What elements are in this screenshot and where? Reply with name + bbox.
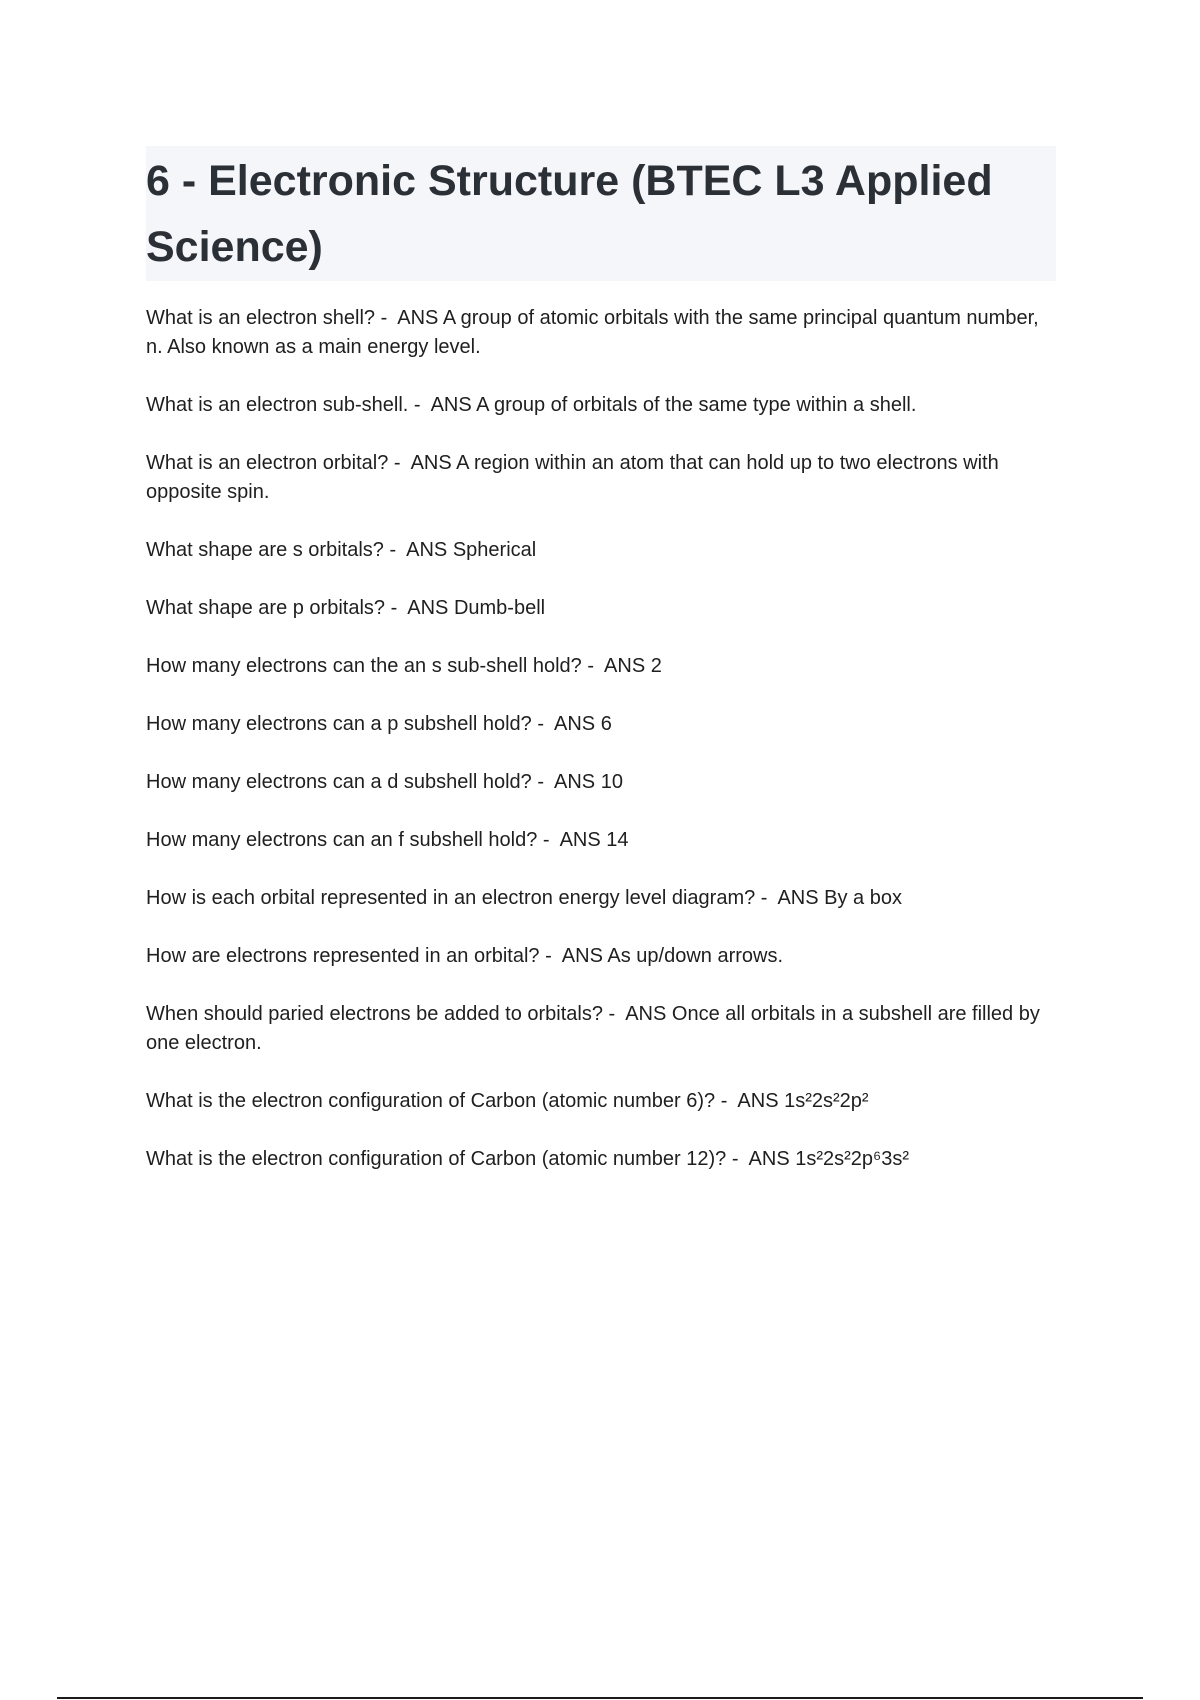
question: What shape are p orbitals? [146,597,386,619]
question: What shape are s orbitals? [146,539,384,561]
separator: - [602,1003,626,1025]
question: What is an electron shell? [146,307,376,329]
page-title: 6 - Electronic Structure (BTEC L3 Applied Science) [146,157,993,271]
qa-item [146,710,1056,739]
question: What is an electron orbital? [146,452,389,474]
separator: - [537,829,560,851]
answer: ANS A region within an atom that can hold up to two electrons with opposite spin. [146,452,999,503]
qa-item [146,1145,1056,1174]
qa-item [146,304,1056,362]
footer-divider [57,1697,1143,1699]
answer: ANS 1s²2s²2p² [737,1090,869,1112]
answer: ANS 10 [554,771,623,793]
qa-item [146,652,1056,681]
question: What is the electron configuration of Carbon (atomic number 6)? [146,1090,716,1112]
separator: - [388,452,411,474]
qa-item [146,1087,1056,1116]
answer: ANS A group of orbitals of the same type within a shell. [430,394,917,416]
question: How many electrons can a p subshell hold? [146,713,532,735]
separator: - [581,655,605,677]
answer: ANS Spherical [406,539,537,561]
qa-item [146,536,1056,565]
answer: ANS Dumb-bell [407,597,546,619]
question: What is an electron sub-shell. [146,394,409,416]
answer: ANS Once all orbitals in a subshell are filled by one electron. [146,1003,1040,1054]
separator: - [531,771,555,793]
separator: - [383,539,407,561]
separator: - [531,713,555,735]
title-block [146,146,1056,281]
separator: - [539,945,562,967]
qa-item [146,594,1056,623]
separator: - [726,1148,749,1170]
answer: ANS As up/down arrows. [561,945,784,967]
separator: - [408,394,431,416]
question: How is each orbital represented in an electron energy level diagram? [146,887,756,909]
answer: ANS 2 [604,655,662,677]
answer: ANS 6 [554,713,612,735]
question: How many electrons can a d subshell hold? [146,771,532,793]
answer: ANS A group of atomic orbitals with the same principal quantum number, n. Also known as a main energy level. [146,307,1039,358]
question: How many electrons can an f subshell hold? [146,829,538,851]
answer: ANS 14 [559,829,629,851]
qa-item [146,942,1056,971]
separator: - [715,1090,738,1112]
separator: - [375,307,398,329]
question: How are electrons represented in an orbital? [146,945,540,967]
question: What is the electron configuration of Carbon (atomic number 12)? [146,1148,727,1170]
answer: ANS By a box [777,887,902,909]
qa-item [146,884,1056,913]
question: How many electrons can the an s sub-shell hold? [146,655,582,677]
qa-item [146,826,1056,855]
qa-item [146,1000,1056,1058]
question: When should paried electrons be added to orbitals? [146,1003,603,1025]
separator: - [385,597,408,619]
separator: - [755,887,778,909]
qa-item [146,391,1056,420]
answer: ANS 1s²2s²2p⁶3s² [748,1148,910,1170]
qa-item [146,449,1056,507]
qa-item [146,768,1056,797]
qa-list [146,304,1056,1203]
